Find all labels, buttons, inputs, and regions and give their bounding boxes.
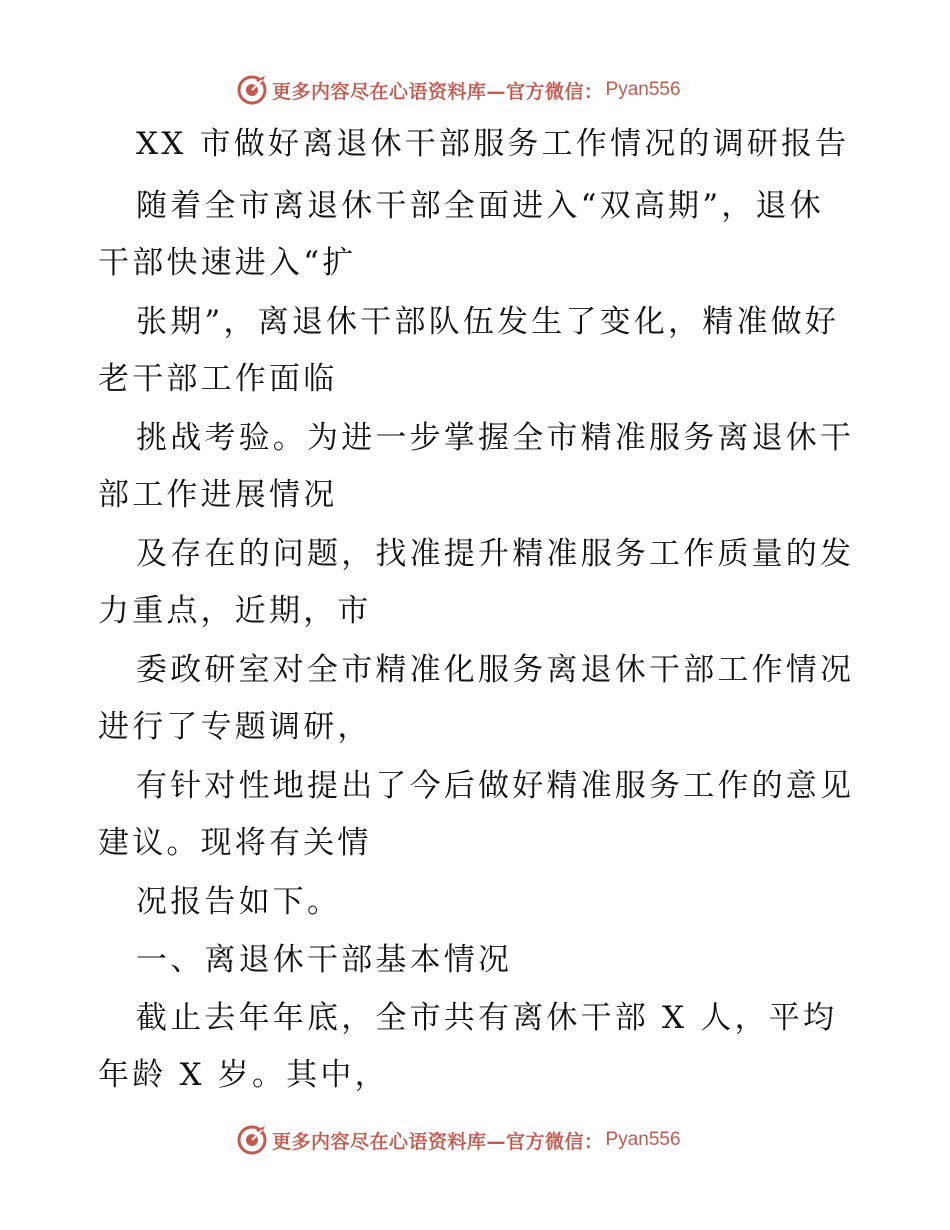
paragraph-line: 张期”，离退休干部队伍发生了变化，精准做好 bbox=[136, 304, 840, 340]
paragraph-line: 年龄 X 岁。其中， bbox=[98, 1057, 389, 1093]
paragraph-line: 力重点，近期，市 bbox=[98, 593, 372, 629]
watermark-wechat-id: Pyan556 bbox=[605, 79, 681, 100]
section-heading: 一、离退休干部基本情况 bbox=[136, 942, 513, 978]
paragraph-line: 及存在的问题，找准提升精准服务工作质量的发 bbox=[136, 536, 855, 572]
brand-logo-icon bbox=[236, 74, 268, 106]
watermark-wechat-id: Pyan556 bbox=[605, 1129, 681, 1150]
brand-logo-icon bbox=[236, 1124, 268, 1156]
paragraph-line: 挑战考验。为进一步掌握全市精准服务离退休干 bbox=[136, 420, 855, 456]
paragraph-line: 随着全市离退休干部全面进入“双高期”，退休 bbox=[136, 188, 824, 224]
paragraph-line: 干部快速进入“扩 bbox=[98, 245, 357, 281]
paragraph-line: 委政研室对全市精准化服务离退休干部工作情况 bbox=[136, 652, 855, 688]
paragraph-line: 老干部工作面临 bbox=[98, 361, 338, 397]
header-watermark bbox=[236, 73, 681, 107]
paragraph-line: 进行了专题调研， bbox=[98, 709, 372, 745]
paragraph-line: 建议。现将有关情 bbox=[98, 825, 372, 861]
watermark-text: 更多内容尽在心语资料库—官方微信： bbox=[272, 80, 604, 103]
paragraph-line: 况报告如下。 bbox=[136, 884, 342, 920]
watermark-text: 更多内容尽在心语资料库—官方微信： bbox=[272, 1130, 604, 1153]
paragraph-line: 截止去年年底，全市共有离休干部 X 人，平均 bbox=[136, 1000, 838, 1036]
paragraph-line: 有针对性地提出了今后做好精准服务工作的意见 bbox=[136, 768, 855, 804]
document-title: XX 市做好离退休干部服务工作情况的调研报告 bbox=[136, 126, 850, 162]
paragraph-line: 部工作进展情况 bbox=[98, 477, 338, 513]
footer-watermark bbox=[236, 1123, 681, 1157]
